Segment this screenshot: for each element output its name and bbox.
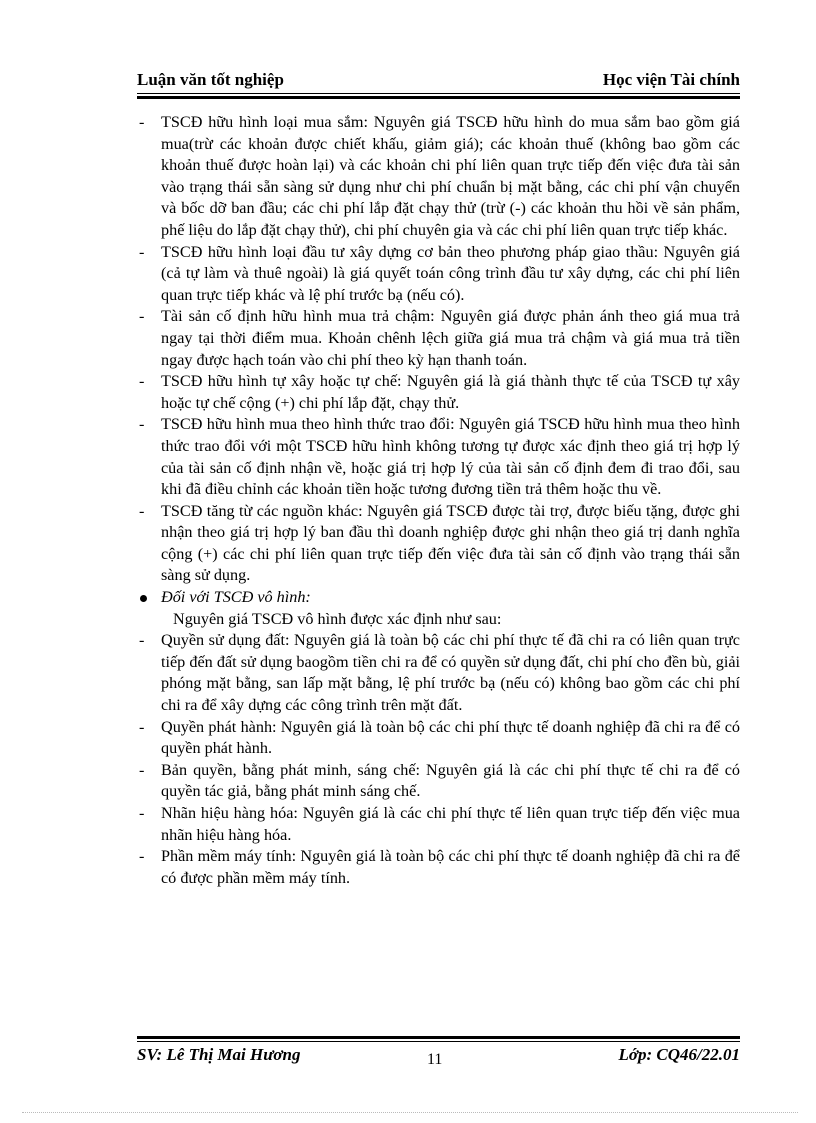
section-intro: Nguyên giá TSCĐ vô hình được xác định như sau: [173, 609, 502, 628]
list-item [137, 760, 740, 803]
list-item-text: Quyền sử dụng đất: Nguyên giá là toàn bộ các chi phí thực tế đã chi ra có liên quan trực tiếp đến đất sử dụng baogồm tiền chi ra để có quyền sử dụng đất, chi phí cho đền bù, giải phóng mặt bằng, san lấp mặt bằng, lệ phí trước bạ (nếu có) không bao gồm các chi phí chi ra để xây dựng các công trình trên mặt đất. [161, 631, 740, 715]
list-item-text: TSCĐ hữu hình mua theo hình thức trao đổi: Nguyên giá TSCĐ hữu hình mua theo hình thức trao đổi với một TSCĐ hữu hình không tương tự được xác định theo giá trị hợp lý của tài sản cố định nhận về, hoặc giá trị hợp lý của tài sản cố định đem đi trao đổi, sau khi đã điều chỉnh các khoản tiền hoặc tương đương tiền trả thêm hoặc thu về. [161, 415, 740, 499]
dash-marker: - [139, 804, 145, 822]
dash-marker: - [139, 372, 145, 391]
dash-marker: - [139, 717, 145, 736]
dash-marker: - [139, 307, 145, 326]
list-item [137, 371, 740, 414]
list-item-text: Tài sản cố định hữu hình mua trả chậm: Nguyên giá được phản ánh theo giá mua trả ngay tại thời điểm mua. Khoản chênh lệch giữa giá mua trả chậm và giá mua trả tiền ngay được hạch toán vào chi phí theo kỳ hạn thanh toán. [161, 307, 740, 369]
list-item [137, 717, 740, 760]
list-item-text: Quyền phát hành: Nguyên giá là toàn bộ các chi phí thực tế doanh nghiệp đã chi ra để có quyền phát hành. [161, 717, 740, 758]
list-item [137, 242, 740, 307]
list-item [137, 112, 740, 242]
list-item [137, 306, 740, 371]
section-heading-item [137, 587, 740, 609]
header-rule-thick [137, 96, 740, 99]
footer-class: Lớp: CQ46/22.01 [618, 1045, 740, 1064]
list-item-text: TSCĐ hữu hình loại đầu tư xây dựng cơ bản theo phương pháp giao thầu: Nguyên giá (cả tự làm và thuê ngoài) là giá quyết toán công trình đầu tư xây dựng, các chi phí liên quan trực tiếp khác và lệ phí trước bạ (nếu có). [161, 242, 740, 304]
dash-marker: - [139, 631, 145, 650]
list-item [137, 630, 740, 716]
dash-marker: - [139, 847, 145, 866]
header-institution: Học viện Tài chính [602, 70, 740, 89]
header-rule-thin [137, 93, 740, 94]
page-header [137, 70, 740, 92]
dash-marker: - [139, 501, 145, 520]
page-footer [137, 1045, 740, 1069]
footer-rule-thick [137, 1036, 740, 1039]
section-heading: Đối với TSCĐ vô hình: [161, 588, 311, 607]
list-item-text: TSCĐ tăng từ các nguồn khác: Nguyên giá TSCĐ được tài trợ, được biếu tặng, được ghi nhận theo giá trị hợp lý ban đầu thì doanh nghiệp được ghi nhận theo giá trị danh nghĩa cộng (+) các chi phí liên quan trực tiếp đến việc đưa tài sản cố định vào trạng thái sẵn sàng sử dụng. [161, 501, 740, 585]
list-item [137, 414, 740, 500]
list-item-text: Nhãn hiệu hàng hóa: Nguyên giá là các chi phí thực tế liên quan trực tiếp đến việc mua nhãn hiệu hàng hóa. [161, 804, 740, 844]
list-item-text: TSCĐ hữu hình loại mua sắm: Nguyên giá TSCĐ hữu hình do mua sắm bao gồm giá mua(trừ các khoản được chiết khấu, giảm giá); các khoản thuế (không bao gồm các khoản thuế được hoàn lại) và các khoản chi phí liên quan trực tiếp đến việc đưa tài sản vào trạng thái sẵn sàng sử dụng như chi phí chuẩn bị mặt bằng, các chi phí vận chuyển và bốc dỡ ban đầu; các chi phí lắp đặt chạy thử (trừ (-) các khoản thu hồi về sản phẩm, phế liệu do lắp đặt chạy thử), chi phí chuyên gia và các chi phí liên quan trực tiếp khác. [161, 113, 740, 239]
list-item-text: Phần mềm máy tính: Nguyên giá là toàn bộ các chi phí thực tế doanh nghiệp đã chi ra để có được phần mềm máy tính. [161, 847, 740, 887]
list-item [137, 501, 740, 587]
dash-marker: - [139, 113, 145, 131]
dash-marker: - [139, 415, 145, 434]
page-edge-divider [22, 1112, 798, 1113]
footer-rule-thin [137, 1041, 740, 1042]
document-body [137, 112, 740, 889]
dash-marker: - [139, 242, 145, 261]
list-item-text: TSCĐ hữu hình tự xây hoặc tự chế: Nguyên giá là giá thành thực tế của TSCĐ tự xây hoặc tự chế cộng (+) chi phí lắp đặt, chạy thử. [161, 372, 740, 412]
list-item [137, 803, 740, 846]
list-item-text: Bản quyền, bằng phát minh, sáng chế: Nguyên giá là các chi phí thực tế chi ra để có quyền tác giả, bằng phát minh sáng chế. [161, 760, 740, 801]
bullet-icon [140, 595, 147, 602]
page-number: 11 [427, 1051, 443, 1068]
list-item [137, 846, 740, 889]
footer-student-name: SV: Lê Thị Mai Hương [137, 1045, 301, 1064]
header-thesis-title: Luận văn tốt nghiệp [137, 70, 284, 89]
dash-marker: - [139, 760, 145, 779]
